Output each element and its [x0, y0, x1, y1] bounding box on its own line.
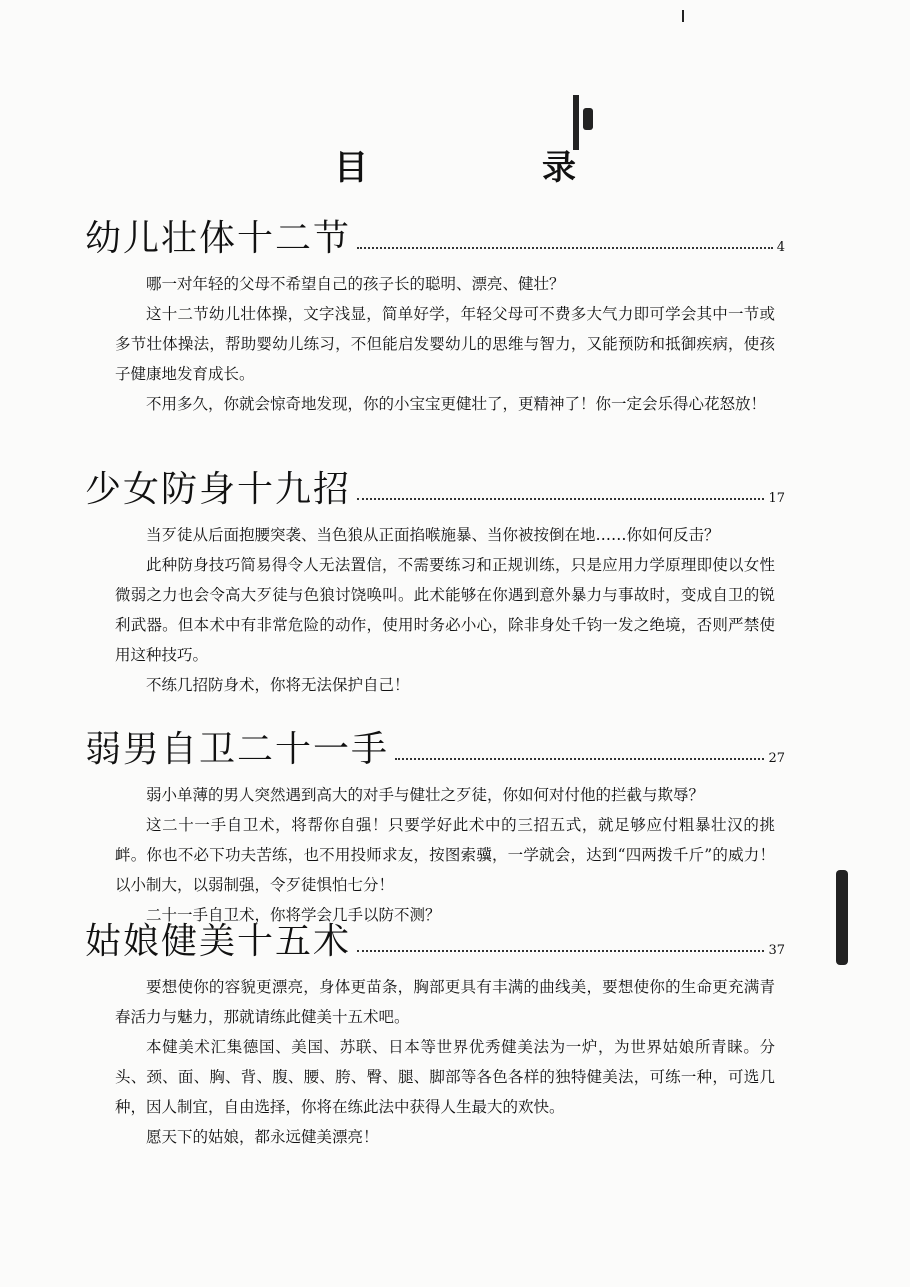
dot-leader: [357, 247, 773, 249]
toc-title: 幼儿壮体十二节: [85, 218, 352, 259]
toc-entry[interactable]: [85, 918, 785, 962]
scan-mark: [682, 10, 684, 22]
dot-leader: [357, 950, 764, 952]
toc-page-number: 27: [768, 751, 785, 766]
paragraph: 本健美术汇集德国、美国、苏联、日本等世界优秀健美法为一炉，为世界姑娘所青睐。分头、颈、面、胸、背、腹、腰、胯、臀、腿、脚部等各色各样的独特健美法，可练一种，可选几种，因人制宜，自由选择，你将在练此法中获得人生最大的欢快。: [115, 1038, 775, 1116]
section-description: [85, 269, 785, 419]
toc-page-number: 17: [768, 491, 785, 506]
scan-mark: [583, 108, 593, 130]
scan-mark: [836, 870, 848, 965]
toc-title: 姑娘健美十五术: [85, 921, 352, 962]
paragraph: 弱小单薄的男人突然遇到高大的对手与健壮之歹徒，你如何对付他的拦截与欺辱？: [146, 786, 705, 804]
toc-section: [85, 466, 785, 700]
toc-page-number: 4: [776, 240, 785, 255]
toc-entry[interactable]: [85, 215, 785, 259]
toc-page-number: 37: [768, 943, 785, 958]
dot-leader: [357, 498, 764, 500]
paragraph: 这十二节幼儿壮体操，文字浅显，简单好学，年轻父母可不费多大气力即可学会其中一节或多节壮体操法，帮助婴幼儿练习，不但能启发婴幼儿的思维与智力，又能预防和抵御疾病，使孩子健康地发育成长。: [115, 305, 775, 383]
section-description: [85, 972, 785, 1152]
paragraph: 当歹徒从后面抱腰突袭、当色狼从正面掐喉施暴、当你被按倒在地……你如何反击？: [146, 526, 720, 544]
toc-section: [85, 726, 785, 930]
paragraph: 不用多久，你就会惊奇地发现，你的小宝宝更健壮了，更精神了！你一定会乐得心花怒放！: [146, 395, 767, 413]
paragraph: 哪一对年轻的父母不希望自己的孩子长的聪明、漂亮、健壮？: [146, 275, 565, 293]
paragraph: 不练几招防身术，你将无法保护自己！: [146, 676, 410, 694]
section-description: [85, 520, 785, 700]
toc-entry[interactable]: [85, 726, 785, 770]
paragraph: 此种防身技巧简易得令人无法置信，不需要练习和正规训练，只是应用力学原理即使以女性微弱之力也会令高大歹徒与色狼讨饶唤叫。此术能够在你遇到意外暴力与事故时，变成自卫的锐利武器。但本术中有非常危险的动作，使用时务必小心，除非身处千钧一发之绝境，否则严禁使用这种技巧。: [115, 556, 775, 664]
toc-title: 少女防身十九招: [85, 469, 352, 510]
toc-section: [85, 215, 785, 419]
paragraph: 这二十一手自卫术，将帮你自强！只要学好此术中的三招五式，就足够应付粗暴壮汉的挑衅。你也不必下功夫苦练，也不用投师求友，按图索骥，一学就会，达到“四两拨千斤”的威力！以小制大，以弱制强，令歹徒惧怕七分！: [115, 816, 775, 894]
dot-leader: [395, 758, 764, 760]
page-title: 目 录: [334, 148, 646, 188]
paragraph: 二十一手自卫术，你将学会几手以防不测？: [146, 906, 441, 924]
section-description: [85, 780, 785, 930]
paragraph: 要想使你的容貌更漂亮，身体更苗条，胸部更具有丰满的曲线美，要想使你的生命更充满青春活力与魅力，那就请练此健美十五术吧。: [115, 978, 775, 1026]
toc-section: [85, 918, 785, 1152]
toc-entry[interactable]: [85, 466, 785, 510]
toc-title: 弱男自卫二十一手: [85, 729, 390, 770]
paragraph: 愿天下的姑娘，都永远健美漂亮！: [146, 1128, 379, 1146]
